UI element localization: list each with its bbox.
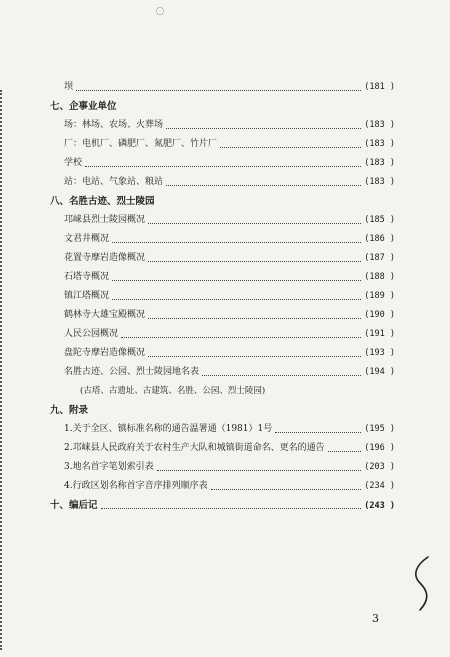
toc-title: 石塔寺概况 [64,272,110,282]
toc-title: 镇江塔概况 [64,291,110,301]
dot-leader [112,241,361,243]
toc-entry [50,325,395,344]
toc-page-ref: (183 ) [364,120,395,130]
dot-leader [148,222,361,224]
toc-page-ref: (194 ) [364,367,395,377]
dot-leader [85,165,361,167]
toc-page-ref: (189 ) [364,291,395,301]
toc-entry [50,363,395,382]
toc-title: 站：电站、气象站、粮站 [64,177,164,187]
dot-leader [76,89,361,91]
toc-page-ref: (181 ) [364,82,395,92]
handwritten-mark [408,555,438,613]
dot-leader [202,374,361,376]
dot-leader [220,146,361,148]
toc-entry [50,135,395,154]
dot-leader [112,298,361,300]
toc-page-ref: (183 ) [364,139,395,149]
toc-note [50,382,395,401]
toc-title: 盘陀寺摩岩造像概况 [64,348,146,358]
toc-entry [50,211,395,230]
dot-leader [101,507,362,509]
toc-section [50,496,395,515]
toc-title: 八、名胜古迹、烈士陵园 [50,196,155,207]
toc-title: 花置寺摩岩造像概况 [64,253,146,263]
dot-leader [148,317,361,319]
toc-page-ref: (195 ) [364,424,395,434]
toc-page-ref: (234 ) [364,481,395,491]
dot-leader [328,450,362,452]
toc-title: 1.关于全区、镇标准名称的通告温署通（1981）1号 [64,424,273,434]
toc-entry [50,230,395,249]
toc-title: 文君井概况 [64,234,110,244]
toc-title: 厂：电机厂、磷肥厂、氮肥厂、竹片厂 [64,139,218,149]
toc-entry [50,306,395,325]
toc-page-ref: (191 ) [364,329,395,339]
toc-entry [50,78,395,97]
page-number: 3 [372,612,379,625]
toc-entry [50,477,395,496]
dot-leader [148,260,361,262]
dot-leader [112,279,361,281]
toc-title: 九、附录 [50,405,89,416]
toc-entry [50,420,395,439]
toc-page-ref: (193 ) [364,348,395,358]
toc-title: 七、企事业单位 [50,101,117,112]
top-mark: 〇 [156,7,164,16]
table-of-contents [50,78,395,515]
toc-section [50,97,395,116]
toc-entry [50,287,395,306]
toc-page-ref: (183 ) [364,177,395,187]
toc-entry [50,458,395,477]
toc-section [50,192,395,211]
toc-title: 4.行政区划名称首字音序排列顺序表 [64,481,208,491]
toc-entry [50,268,395,287]
toc-entry [50,439,395,458]
toc-page-ref: (186 ) [364,234,395,244]
dot-leader [148,355,361,357]
toc-title: 十、编后记 [50,500,98,511]
toc-page-ref: (190 ) [364,310,395,320]
toc-title: 3.地名首字笔划索引表 [64,462,154,472]
toc-title: 学校 [64,158,83,168]
toc-title: 邛崃县烈士陵园概况 [64,215,146,225]
dot-leader [211,488,362,490]
dot-leader [166,184,361,186]
toc-entry [50,154,395,173]
toc-section [50,401,395,420]
toc-title: 2.邛崃县人民政府关于农村生产大队和城镇街道命名、更名的通告 [64,443,325,453]
toc-title: 坝 [64,82,74,92]
toc-page-ref: (196 ) [364,443,395,453]
toc-page-ref: (187 ) [364,253,395,263]
toc-title: (古塔、古遗址、古建筑、名胜、公园、烈士陵园) [80,386,266,396]
toc-title: 名胜古迹、公园、烈士陵园地名表 [64,367,200,377]
dot-leader [157,469,362,471]
toc-title: 鹤林寺大雄宝殿概况 [64,310,146,320]
toc-entry [50,344,395,363]
dot-leader [121,336,361,338]
toc-page-ref: (183 ) [364,158,395,168]
toc-title: 人民公园概况 [64,329,119,339]
dot-leader [275,431,361,433]
toc-title: 场：林场、农场、火葬场 [64,120,164,130]
toc-entry [50,173,395,192]
toc-page-ref: (185 ) [364,215,395,225]
toc-entry [50,249,395,268]
dot-leader [166,127,361,129]
toc-entry [50,116,395,135]
toc-page-ref: (243 ) [364,501,395,511]
binding-edge [0,90,8,650]
toc-page-ref: (203 ) [364,462,395,472]
toc-page-ref: (188 ) [364,272,395,282]
